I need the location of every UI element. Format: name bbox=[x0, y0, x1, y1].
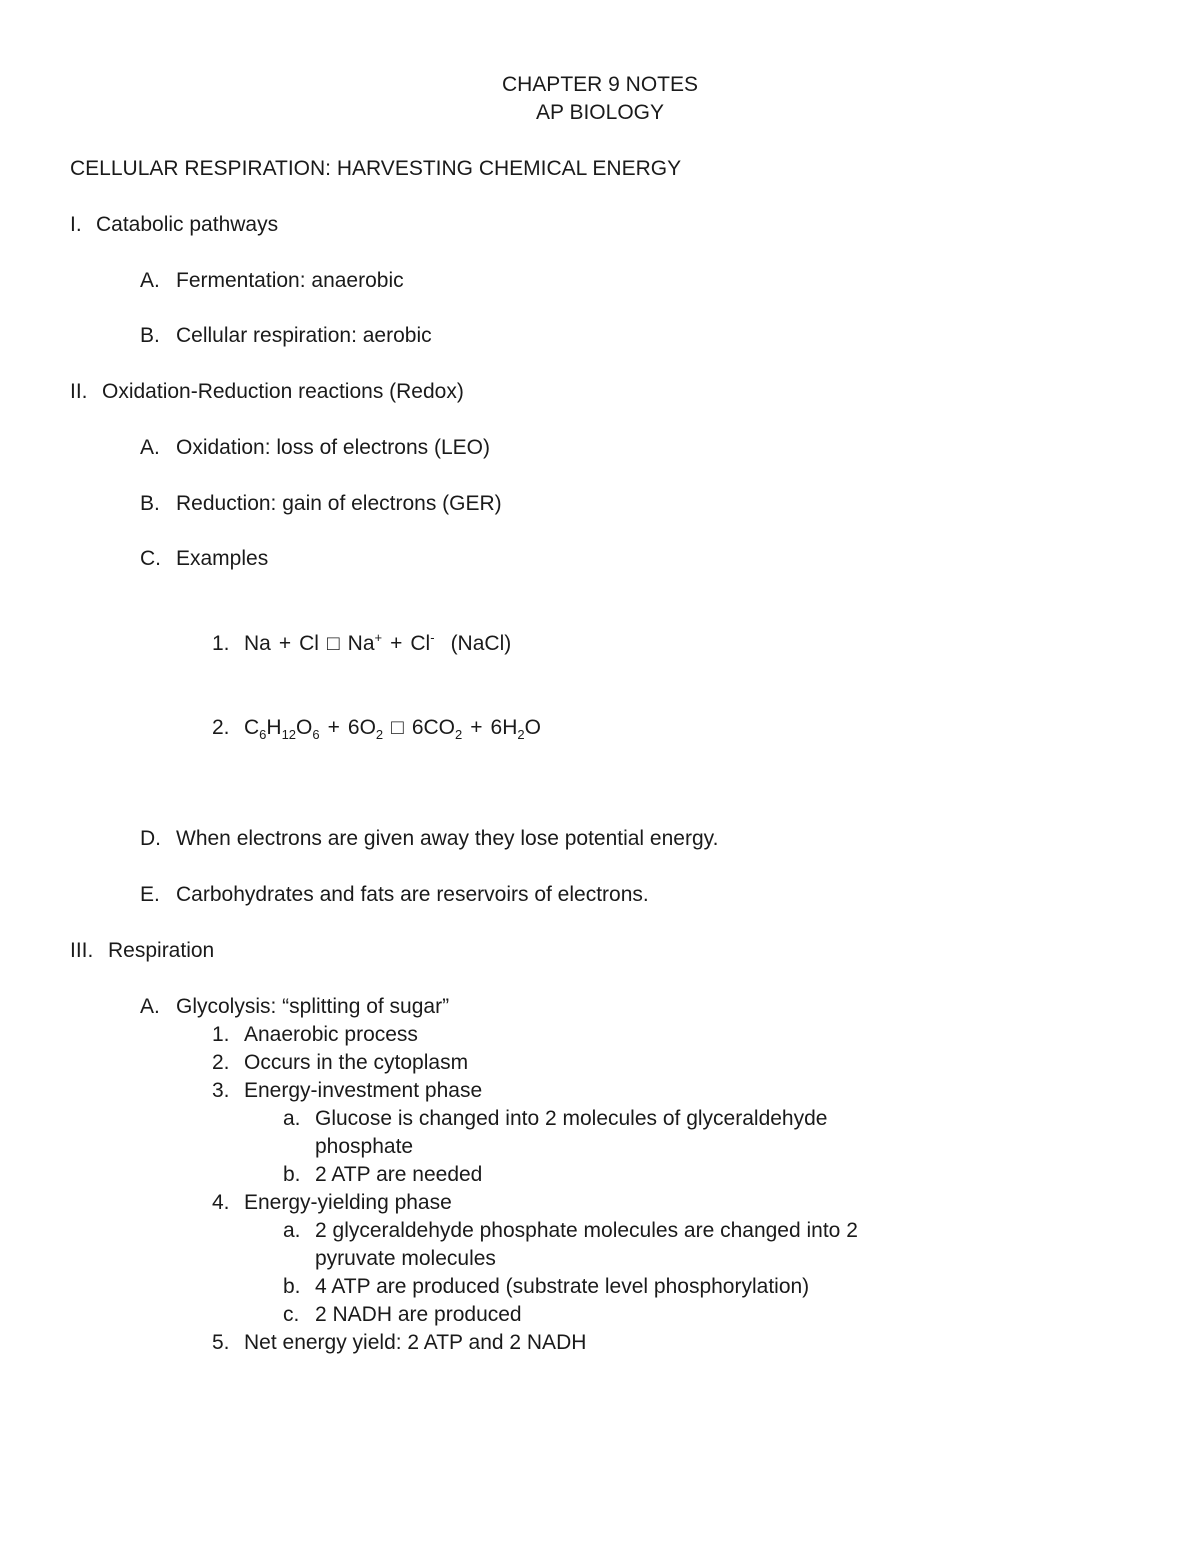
item-number: A. bbox=[140, 436, 160, 459]
section-3-number: III. bbox=[70, 939, 94, 962]
list-item bbox=[283, 1273, 809, 1301]
section-2-item-e bbox=[140, 881, 649, 909]
eq-charge: + bbox=[374, 630, 383, 645]
arrow-glyph-icon: □ bbox=[326, 632, 340, 655]
item-number: B. bbox=[140, 492, 160, 515]
section-2-heading bbox=[70, 378, 464, 406]
item-text: 2 glyceraldehyde phosphate molecules are changed into 2 bbox=[315, 1219, 858, 1242]
section-3-text: Respiration bbox=[108, 939, 215, 962]
item-number: E. bbox=[140, 883, 160, 906]
item-number: A. bbox=[140, 269, 160, 292]
list-item bbox=[283, 1133, 413, 1161]
item-number: 5. bbox=[212, 1331, 230, 1354]
item-text: When electrons are given away they lose potential energy. bbox=[176, 827, 719, 850]
section-2-number: II. bbox=[70, 380, 88, 403]
eq-operator: + bbox=[390, 632, 403, 655]
eq-subscript: 2 bbox=[455, 727, 463, 742]
equation-number: 1. bbox=[212, 632, 230, 655]
list-item bbox=[212, 1077, 482, 1105]
item-number: a. bbox=[283, 1107, 301, 1130]
item-number: 1. bbox=[212, 1023, 230, 1046]
eq-term: Na bbox=[244, 632, 271, 655]
item-text: Energy-yielding phase bbox=[244, 1191, 452, 1214]
eq-term: O bbox=[296, 716, 313, 739]
list-item bbox=[283, 1217, 858, 1245]
section-2-item-a bbox=[140, 434, 490, 462]
section-2-item-b bbox=[140, 490, 502, 518]
eq-subscript: 6 bbox=[312, 727, 320, 742]
item-text: Carbohydrates and fats are reservoirs of electrons. bbox=[176, 883, 649, 906]
eq-term: 6H bbox=[490, 716, 518, 739]
section-2-text: Oxidation-Reduction reactions (Redox) bbox=[102, 380, 464, 403]
eq-subscript: 2 bbox=[375, 727, 384, 742]
item-text: Examples bbox=[176, 547, 269, 570]
section-3-heading bbox=[70, 937, 214, 965]
eq-operator: + bbox=[278, 632, 292, 655]
item-number: D. bbox=[140, 827, 161, 850]
eq-subscript: 12 bbox=[281, 727, 297, 742]
document-title: CELLULAR RESPIRATION: HARVESTING CHEMICAL ENERGY bbox=[70, 157, 682, 180]
item-text: 2 NADH are produced bbox=[315, 1303, 522, 1326]
item-text: Anaerobic process bbox=[244, 1023, 418, 1046]
section-1-number: I. bbox=[70, 213, 82, 236]
item-number: a. bbox=[283, 1219, 301, 1242]
list-item bbox=[212, 1049, 468, 1077]
item-text: 2 ATP are needed bbox=[315, 1163, 483, 1186]
section-1-item-b bbox=[140, 322, 432, 350]
eq-operator: + bbox=[470, 716, 483, 739]
item-text: Net energy yield: 2 ATP and 2 NADH bbox=[244, 1331, 587, 1354]
list-item bbox=[283, 1105, 827, 1133]
eq-term: Na bbox=[347, 632, 375, 655]
item-text: Occurs in the cytoplasm bbox=[244, 1051, 469, 1074]
eq-charge: - bbox=[430, 630, 435, 645]
item-text: Cellular respiration: aerobic bbox=[176, 324, 432, 347]
eq-term: Cl bbox=[410, 632, 431, 655]
item-number: A. bbox=[140, 995, 160, 1018]
eq-term: 6O bbox=[347, 716, 376, 739]
equation-number: 2. bbox=[212, 716, 230, 739]
arrow-glyph-icon: □ bbox=[391, 716, 404, 739]
item-number: 3. bbox=[212, 1079, 230, 1102]
list-item bbox=[212, 1329, 586, 1357]
item-number: b. bbox=[283, 1163, 301, 1186]
item-number: 2. bbox=[212, 1051, 230, 1074]
item-number: 4. bbox=[212, 1191, 230, 1214]
equation-2 bbox=[212, 714, 541, 742]
eq-term: H bbox=[266, 716, 282, 739]
eq-term: O bbox=[524, 716, 541, 739]
item-text: Glucose is changed into 2 molecules of glyceraldehyde bbox=[315, 1107, 828, 1130]
list-item bbox=[283, 1245, 496, 1273]
item-number: b. bbox=[283, 1275, 301, 1298]
list-item bbox=[283, 1161, 482, 1189]
item-text: 4 ATP are produced (substrate level phosphorylation) bbox=[315, 1275, 810, 1298]
item-number: B. bbox=[140, 324, 160, 347]
section-2-item-c bbox=[140, 545, 268, 573]
section-2-item-d bbox=[140, 825, 718, 853]
eq-term: (NaCl) bbox=[450, 632, 512, 655]
eq-term: C bbox=[244, 716, 260, 739]
item-text: pyruvate molecules bbox=[315, 1247, 496, 1270]
eq-term: Cl bbox=[299, 632, 319, 655]
header-course: AP BIOLOGY bbox=[536, 101, 664, 124]
equation-1 bbox=[212, 630, 511, 658]
item-text: Fermentation: anaerobic bbox=[176, 269, 404, 292]
section-3-item-a bbox=[140, 993, 449, 1021]
item-text: Reduction: gain of electrons (GER) bbox=[176, 492, 502, 515]
item-number: C. bbox=[140, 547, 161, 570]
eq-operator: + bbox=[327, 716, 340, 739]
item-text: Oxidation: loss of electrons (LEO) bbox=[176, 436, 490, 459]
item-text: phosphate bbox=[315, 1135, 414, 1158]
list-item bbox=[212, 1021, 418, 1049]
list-item bbox=[212, 1189, 452, 1217]
section-1-heading bbox=[70, 211, 278, 239]
eq-subscript: 6 bbox=[259, 727, 267, 742]
item-number: c. bbox=[283, 1303, 300, 1326]
item-text: Glycolysis: “splitting of sugar” bbox=[176, 995, 450, 1018]
section-1-text: Catabolic pathways bbox=[96, 213, 279, 236]
section-1-item-a bbox=[140, 267, 404, 295]
item-text: Energy-investment phase bbox=[244, 1079, 483, 1102]
eq-subscript: 2 bbox=[517, 727, 525, 742]
header-chapter: CHAPTER 9 NOTES bbox=[501, 73, 699, 96]
list-item bbox=[283, 1301, 522, 1329]
eq-term: 6CO bbox=[411, 716, 456, 739]
